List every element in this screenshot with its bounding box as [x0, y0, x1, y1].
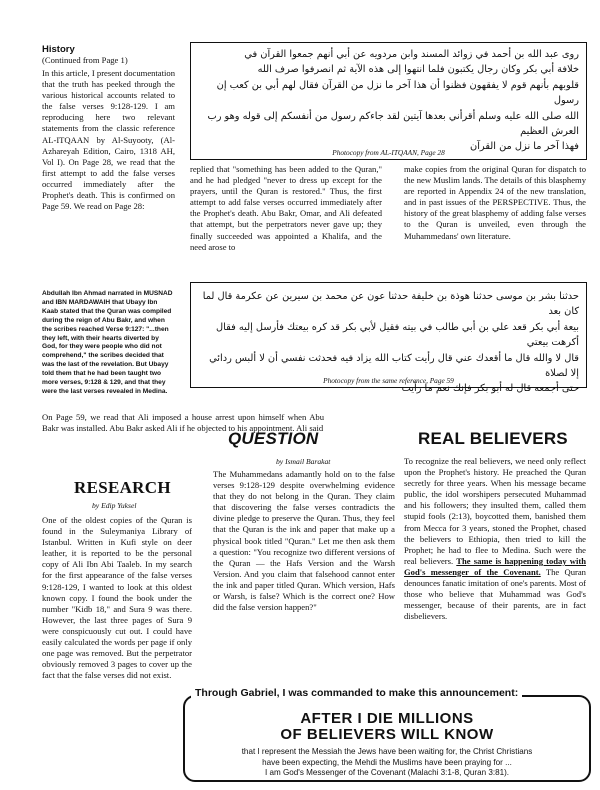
- real-believers-body-end: The Quran denounces fanatic imitation of one's parents. Most of those who believe that Muhammad was God's messenger, because of their parents, are in fact disbelievers.: [404, 566, 586, 622]
- arabic-line: بيعة أبي بكر قعد علي بن أبي طالب في بيته فقيل لأبي بكر قد كره بيعتك فأرسل إليه فقال أكرهت بيعتي: [216, 321, 579, 349]
- history-paragraph-1: In this article, I present documentation that the truth has peeked through the various historical accounts related to the false verses 9:128-129. I am reproducing here two relevant statements from the classic reference AL-ITQAAN by Al-Suyooty, (Al-Azhareyah Edition, Cairo, 1318 AH, Vol I). On Page 28, we read that the first attempt to add the false verses occurred immediately after the Prophet's death. This is confirmed on Page 59. We read on Page 28:: [42, 68, 175, 212]
- history-continued: (Continued from Page 1): [42, 55, 128, 65]
- photocopy-1-caption: Photocopy from AL-ITQAAN, Page 28: [332, 148, 445, 157]
- announcement-title-2: OF BELIEVERS WILL KNOW: [280, 726, 494, 743]
- research-heading: RESEARCH: [74, 478, 171, 497]
- right-top-text: [404, 164, 586, 245]
- research-paragraph: One of the oldest copies of the Quran is found in the Suleymaniya Library of Istanbul. Written in Kufi style on deer leather, it is reported to be the personal copy of Ali Ibn Abi Taaleb. In my search for the first appearance of the false verses 9:128-129, I wanted to look at this oldest known copy. I found the book under the number "Kidb 18," and Sura 9 was there. However, the last three pages of Sura 9 were conspicuously cut out. I could have easily calculated the words per page if only one page was removed. But the perpetrator obviously removed 3 pages to cover up the fact that the false verses did not exist.: [42, 515, 192, 681]
- real-believers-text: [404, 456, 586, 625]
- question-byline: by Ismail Barakat: [276, 457, 331, 466]
- real-believers-heading: REAL BELIEVERS: [418, 429, 568, 448]
- research-byline: by Edip Yuksel: [92, 501, 137, 510]
- history-paragraph-2: On Page 59, we read that Ali imposed a house arrest upon himself when Abu Bakr was installed. Abu Bakr asked Ali if he objected to his appointment. Ali said: [42, 412, 324, 434]
- announcement-box: [183, 687, 591, 782]
- announcement-line-1: that I represent the Messiah the Jews have been waiting for, the Christ Christians: [241, 747, 533, 756]
- arabic-line: خلافة أبي بكر وكان رجال يكتبون فلما انتهوا إلى هذه الآية ثم انصرفوا صرف الله: [257, 64, 579, 76]
- announcement-lines: [185, 747, 589, 779]
- photocopy-1-arabic: [191, 43, 586, 155]
- history-intro: [42, 68, 175, 215]
- announcement-line-2: have been expecting, the Mehdi the Muslims have been praying for ...: [262, 757, 512, 767]
- announcement-label: Through Gabriel, I was commanded to make this announcement:: [191, 687, 522, 699]
- arabic-line: قال لا والله قال ما أقعدك عني قال رأيت كتاب الله يزاد فيه فحدثت نفسي أن لا ألبس ردائي إلا لصلاة: [209, 352, 579, 380]
- question-text: [213, 469, 395, 616]
- history-title: History: [42, 44, 75, 55]
- arabic-line: روى عبد الله بن أحمد في زوائد المسند وابن مردويه عن أبي أنهم جمعوا القرآن في: [244, 49, 579, 60]
- photocopy-2-caption: Photocopy from the same reference, Page 59: [323, 376, 454, 385]
- question-heading: QUESTION: [228, 429, 319, 448]
- arabic-line: الله صلى الله عليه وسلم أقرأني بعدها آيتين لقد جاءكم رسول من أنفسكم إلى قوله وهو رب العرش العظيم: [207, 110, 579, 138]
- real-believers-body: To recognize the real believers, we need only reflect upon the Prophet's history. He preached the Quran secretly for three years. When his message became public, the idol worshipers persecuted Muhammad and his followers; they insulted them, called them stupid fools (2:13), boycotted them, banished them from Mecca for 3 years, stoned the Prophet, chased the believers to Ethiopia, then tried to kill the Prophet; he had to flee to Medina. Such were the real believers.: [404, 456, 586, 566]
- photocopy-1: [190, 42, 587, 160]
- right-top-paragraph: make copies from the original Quran for dispatch to the new Muslim lands. The details of this blasphemy are reported in Appendix 24 of the new translation, and in past issues of the PERSPECTIVE. Thus, the history of the great blasphemy of adding false verses to the Quran is unveiled, even through the Muhammedans' own literature.: [404, 164, 586, 241]
- middle-top-text: [190, 164, 382, 256]
- middle-top-paragraph: replied that "something has been added to the Quran," and he had pledged "never to dress up except for the prayers, until the Quran is restored." Thus, the first attempt to add false verses occurred immediately after the Prophet's death. Abu Bakr, Omar, and Ali defeated that attempt, but the perpetrators never gave up; they finally succeeded was appointed a Khalifa, and the need arose to: [190, 164, 382, 252]
- question-paragraph: The Muhammedans adamantly hold on to the false verses 9:128-129 despite overwhelming evidence that they do not belong in the Quran. They claim that discovering the false verses contradicts the divine pledge to preserve the Quran. Thus, they feel that the Quran is the ink and paper that make up a physical book titled "Quran." Let me then ask them a question: "You recognize two different versions of the Quran — the Hafs Version and the Warsh Version. And you claim that falsehood cannot enter the ink and paper titled Quran. Which version, Hafs or Warsh, is false? Which is the correct one? How did the false version happen?": [213, 469, 395, 613]
- real-believers-paragraph: [404, 456, 586, 622]
- announcement-title-1: AFTER I DIE MILLIONS: [300, 710, 474, 727]
- real-believers-highlight: The same is happening today with God's messenger of the Covenant.: [404, 555, 587, 577]
- research-text: [42, 515, 192, 684]
- announcement-line-3: I am God's Messenger of the Covenant (Malachi 3:1-8, Quran 3:81).: [264, 768, 510, 778]
- arabic-line: قلوبهم بأنهم قوم لا يفقهون فظنوا أن هذا آخر ما نزل من القرآن فقال لهم أبي بن كعب إن رسول: [216, 79, 579, 107]
- photocopy-2: [190, 282, 587, 395]
- history-quote: Abdullah Ibn Ahmad narrated in MUSNAD and IBN MARDAWAIH that Ubayy Ibn Kaab stated that the Quran was compiled during the reign of Abu Bakr, and when the scribes reached Verse 9:127: "...then they left, with their hearts diverted by God, for they were people who did not comprehend," the scribes decided that was the last of the revelation. But Ubayy told them that he had been taught two more verses, 9:128 & 129, and that they were the last verses revealed in Medina.: [42, 290, 173, 395]
- arabic-line: حتى أجمعه قال له أبو بكر فإنك نعم ما رأيت: [401, 383, 579, 395]
- arabic-line: حدثنا بشر بن موسى حدثنا هوذة بن خليفة حدثنا عون عن محمد بن سيرين عن عكرمة قال لما كان بعد: [202, 291, 579, 318]
- arabic-line: فهذا آخر ما نزل من القرآن: [470, 141, 579, 153]
